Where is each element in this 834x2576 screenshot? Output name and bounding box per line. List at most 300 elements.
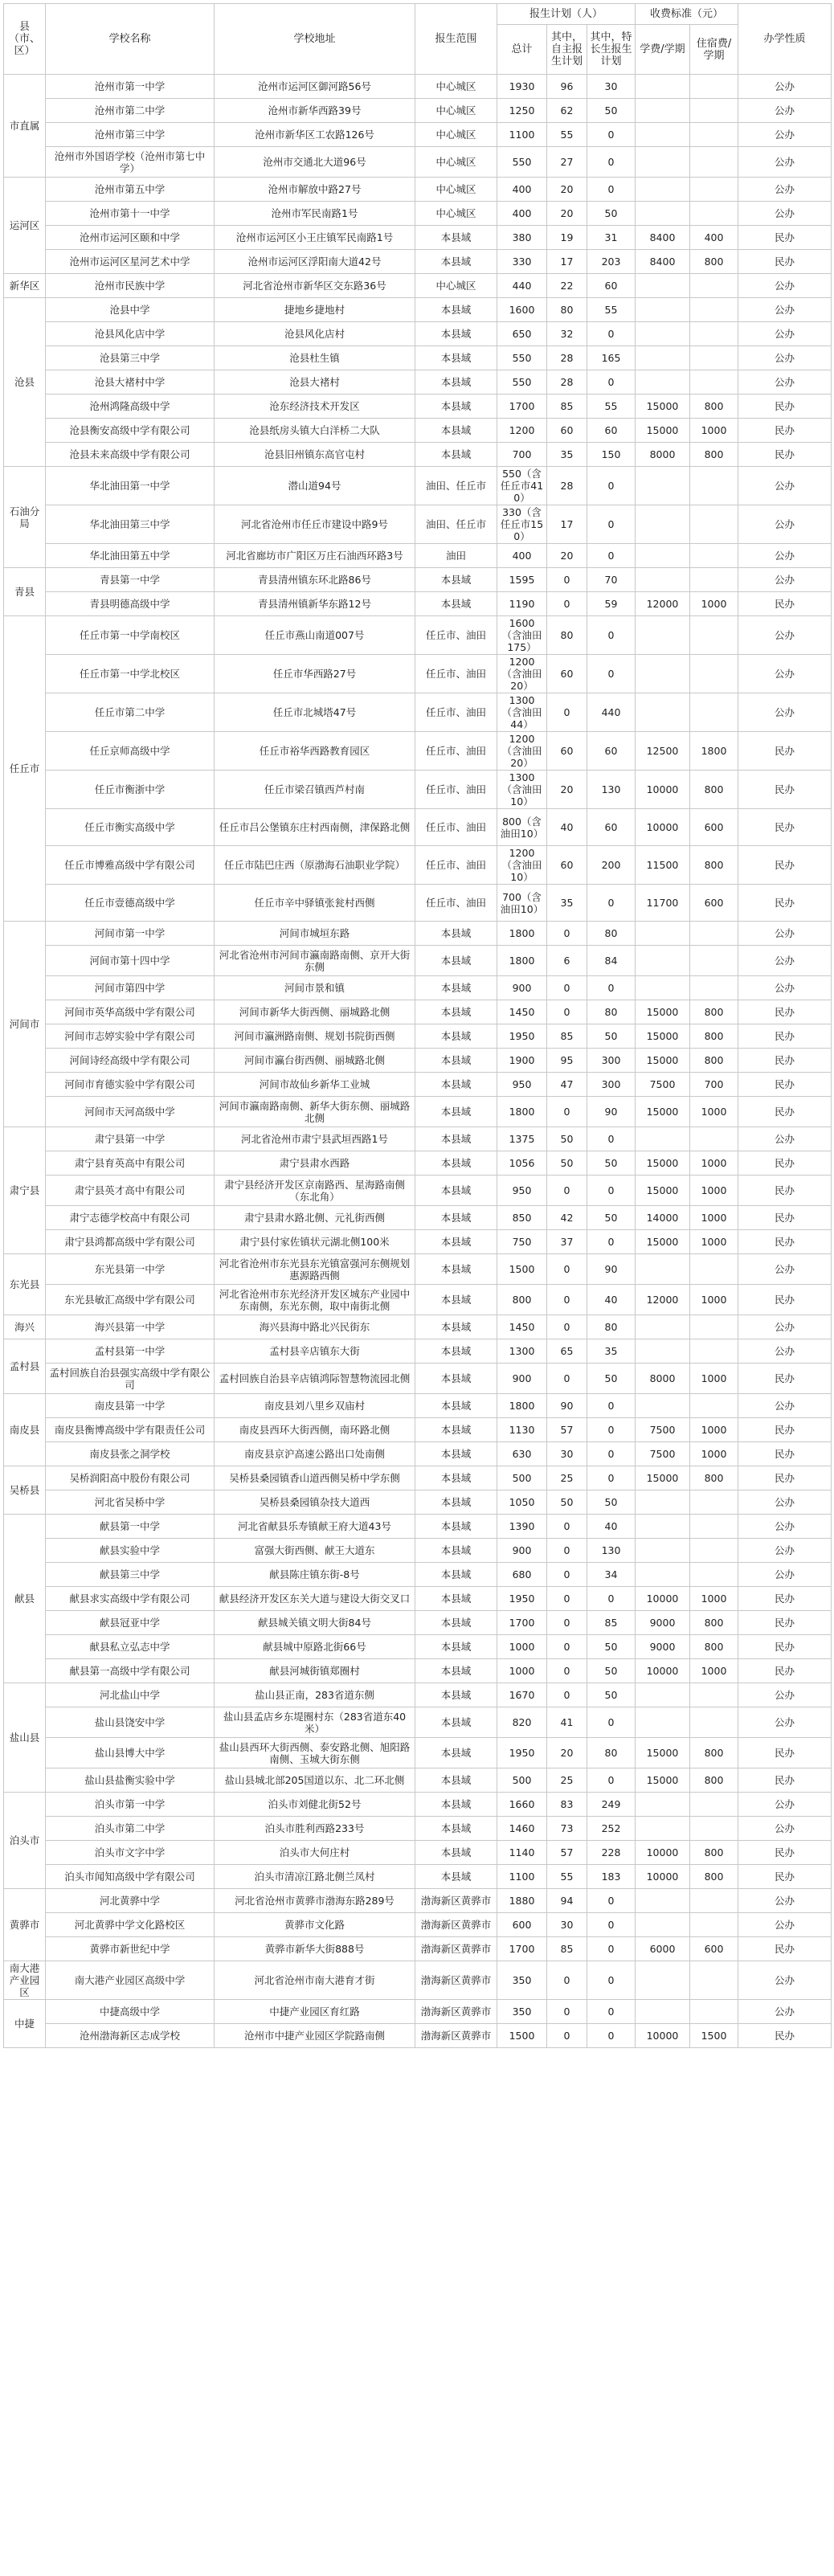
fee-lodging xyxy=(690,1961,738,2000)
plan-total: 1950 xyxy=(497,1587,547,1611)
school-address: 潜山道94号 xyxy=(215,467,415,505)
school-nature: 公办 xyxy=(738,568,832,592)
school-nature: 民办 xyxy=(738,1442,832,1466)
fee-tuition: 10000 xyxy=(636,1659,690,1683)
school-nature: 民办 xyxy=(738,1151,832,1176)
header-scope: 报生范围 xyxy=(415,4,497,75)
fee-tuition xyxy=(636,1889,690,1913)
fee-lodging xyxy=(690,1707,738,1738)
plan-special: 0 xyxy=(587,1889,636,1913)
plan-special: 0 xyxy=(587,1466,636,1490)
fee-tuition: 12000 xyxy=(636,1285,690,1315)
header-lodging: 住宿费/学期 xyxy=(690,25,738,75)
plan-special: 150 xyxy=(587,443,636,467)
plan-autonomous: 0 xyxy=(547,1515,587,1539)
fee-lodging xyxy=(690,922,738,946)
plan-total: 1660 xyxy=(497,1793,547,1817)
fee-tuition: 10000 xyxy=(636,1865,690,1889)
county-cell: 新华区 xyxy=(4,274,46,298)
school-address: 河间市瀛南路南侧、新华大街东侧、丽城路北侧 xyxy=(215,1097,415,1127)
plan-autonomous: 80 xyxy=(547,616,587,655)
plan-autonomous: 0 xyxy=(547,1315,587,1339)
plan-autonomous: 0 xyxy=(547,2000,587,2024)
table-row xyxy=(4,1097,832,1127)
plan-total: 1000 xyxy=(497,1635,547,1659)
fee-lodging xyxy=(690,655,738,693)
school-address: 沧州市军民南路1号 xyxy=(215,202,415,226)
fee-lodging: 1000 xyxy=(690,1285,738,1315)
plan-autonomous: 0 xyxy=(547,1587,587,1611)
fee-lodging xyxy=(690,544,738,568)
plan-special: 50 xyxy=(587,1206,636,1230)
school-nature: 民办 xyxy=(738,226,832,250)
enroll-scope: 任丘市、油田 xyxy=(415,655,497,693)
enroll-scope: 本县域 xyxy=(415,1049,497,1073)
table-row xyxy=(4,75,832,99)
school-nature: 民办 xyxy=(738,1418,832,1442)
school-address: 沧州市运河区浮阳南大道42号 xyxy=(215,250,415,274)
plan-special: 0 xyxy=(587,1176,636,1206)
school-name: 沧州市民族中学 xyxy=(46,274,215,298)
plan-special: 0 xyxy=(587,2024,636,2048)
school-nature: 公办 xyxy=(738,505,832,544)
school-nature: 公办 xyxy=(738,1563,832,1587)
fee-tuition xyxy=(636,1254,690,1285)
plan-special: 50 xyxy=(587,202,636,226)
fee-lodging xyxy=(690,568,738,592)
fee-tuition xyxy=(636,922,690,946)
school-nature: 民办 xyxy=(738,809,832,846)
school-name: 任丘市第一中学北校区 xyxy=(46,655,215,693)
plan-special: 0 xyxy=(587,1442,636,1466)
table-row xyxy=(4,274,832,298)
plan-total: 820 xyxy=(497,1707,547,1738)
plan-autonomous: 17 xyxy=(547,250,587,274)
county-cell: 中捷 xyxy=(4,2000,46,2048)
plan-special: 228 xyxy=(587,1841,636,1865)
fee-lodging: 600 xyxy=(690,885,738,922)
school-name: 河间市育德实验中学有限公司 xyxy=(46,1073,215,1097)
school-nature: 公办 xyxy=(738,1889,832,1913)
enroll-scope: 任丘市、油田 xyxy=(415,846,497,885)
plan-autonomous: 35 xyxy=(547,885,587,922)
plan-special: 0 xyxy=(587,1913,636,1937)
table-row xyxy=(4,1442,832,1466)
plan-total: 800 xyxy=(497,1285,547,1315)
school-address: 泊头市清凉江路北侧兰凤村 xyxy=(215,1865,415,1889)
plan-special: 60 xyxy=(587,809,636,846)
plan-special: 80 xyxy=(587,1738,636,1768)
school-address: 沧州市运河区小王庄镇军民南路1号 xyxy=(215,226,415,250)
fee-lodging: 1000 xyxy=(690,1151,738,1176)
plan-special: 0 xyxy=(587,1707,636,1738)
school-address: 沧州市中捷产业园区学院路南侧 xyxy=(215,2024,415,2048)
fee-lodging xyxy=(690,1793,738,1817)
table-row xyxy=(4,2000,832,2024)
plan-autonomous: 50 xyxy=(547,1490,587,1515)
table-row xyxy=(4,1230,832,1254)
fee-lodging xyxy=(690,1817,738,1841)
fee-lodging: 1000 xyxy=(690,1587,738,1611)
enroll-scope: 本县域 xyxy=(415,1659,497,1683)
enroll-scope: 本县域 xyxy=(415,1073,497,1097)
school-name: 任丘市第二中学 xyxy=(46,693,215,732)
fee-tuition: 15000 xyxy=(636,1000,690,1024)
school-address: 河北省沧州市东光经济开发区城东产业园中东南侧，东光东侧，取中南街北侧 xyxy=(215,1285,415,1315)
fee-lodging xyxy=(690,322,738,346)
fee-tuition: 10000 xyxy=(636,809,690,846)
school-name: 沧县衡安高级中学有限公司 xyxy=(46,419,215,443)
table-row xyxy=(4,1707,832,1738)
table-row xyxy=(4,976,832,1000)
fee-tuition: 8400 xyxy=(636,226,690,250)
enroll-scope: 本县域 xyxy=(415,1539,497,1563)
enroll-scope: 中心城区 xyxy=(415,178,497,202)
fee-lodging: 1000 xyxy=(690,1097,738,1127)
enroll-scope: 本县域 xyxy=(415,346,497,370)
fee-tuition: 11500 xyxy=(636,846,690,885)
plan-total: 550 xyxy=(497,370,547,395)
plan-special: 50 xyxy=(587,1659,636,1683)
fee-lodging: 1000 xyxy=(690,419,738,443)
plan-autonomous: 60 xyxy=(547,419,587,443)
fee-tuition xyxy=(636,655,690,693)
fee-tuition: 8000 xyxy=(636,443,690,467)
school-address: 河北省沧州市南大港育才街 xyxy=(215,1961,415,2000)
plan-special: 0 xyxy=(587,544,636,568)
fee-tuition: 10000 xyxy=(636,771,690,809)
school-nature: 公办 xyxy=(738,1913,832,1937)
plan-special: 35 xyxy=(587,1339,636,1364)
fee-lodging xyxy=(690,1127,738,1151)
plan-special: 0 xyxy=(587,1587,636,1611)
school-nature: 民办 xyxy=(738,1937,832,1961)
school-nature: 民办 xyxy=(738,2024,832,2048)
school-address: 任丘市陆巴庄西（原渤海石油职业学院） xyxy=(215,846,415,885)
school-name: 海兴县第一中学 xyxy=(46,1315,215,1339)
table-row xyxy=(4,1364,832,1394)
table-row xyxy=(4,1611,832,1635)
table-row xyxy=(4,1176,832,1206)
school-nature: 公办 xyxy=(738,322,832,346)
plan-total: 1595 xyxy=(497,568,547,592)
school-address: 河间市瀛洲路南侧、规划书院街西侧 xyxy=(215,1024,415,1049)
header-nature: 办学性质 xyxy=(738,4,832,75)
plan-autonomous: 95 xyxy=(547,1049,587,1073)
school-address: 河北省廊坊市广阳区万庄石油西环路3号 xyxy=(215,544,415,568)
fee-lodging xyxy=(690,202,738,226)
plan-total: 1390 xyxy=(497,1515,547,1539)
fee-lodging xyxy=(690,274,738,298)
school-name: 献县第一高级中学有限公司 xyxy=(46,1659,215,1683)
plan-autonomous: 28 xyxy=(547,467,587,505)
table-row xyxy=(4,147,832,178)
header-county: 县（市、区） xyxy=(4,4,46,75)
enroll-scope: 本县域 xyxy=(415,250,497,274)
plan-total: 950 xyxy=(497,1073,547,1097)
fee-lodging: 1000 xyxy=(690,1659,738,1683)
school-address: 沧县纸房头镇大白洋桥二大队 xyxy=(215,419,415,443)
fee-lodging xyxy=(690,1563,738,1587)
fee-lodging: 800 xyxy=(690,1466,738,1490)
school-nature: 公办 xyxy=(738,346,832,370)
enroll-scope: 中心城区 xyxy=(415,123,497,147)
county-cell: 盐山县 xyxy=(4,1683,46,1793)
table-row xyxy=(4,1073,832,1097)
fee-lodging: 800 xyxy=(690,395,738,419)
table-row xyxy=(4,1024,832,1049)
table-row xyxy=(4,1515,832,1539)
enroll-scope: 本县域 xyxy=(415,1127,497,1151)
plan-special: 60 xyxy=(587,419,636,443)
plan-total: 1450 xyxy=(497,1315,547,1339)
county-cell: 泊头市 xyxy=(4,1793,46,1889)
plan-total: 1500 xyxy=(497,1254,547,1285)
plan-total: 1930 xyxy=(497,75,547,99)
school-name: 任丘市壹德高级中学 xyxy=(46,885,215,922)
table-body xyxy=(4,75,832,2048)
header-plan-group: 报生计划（人） xyxy=(497,4,636,25)
school-address: 泊头市大何庄村 xyxy=(215,1841,415,1865)
school-address: 肃宁县肃水路北侧、元礼街西侧 xyxy=(215,1206,415,1230)
school-name: 东光县敏汇高级中学有限公司 xyxy=(46,1285,215,1315)
enroll-scope: 任丘市、油田 xyxy=(415,809,497,846)
county-cell: 任丘市 xyxy=(4,616,46,922)
plan-total: 550（含任丘市410） xyxy=(497,467,547,505)
fee-lodging xyxy=(690,1515,738,1539)
plan-total: 1600（含油田175） xyxy=(497,616,547,655)
plan-total: 1880 xyxy=(497,1889,547,1913)
school-nature: 公办 xyxy=(738,976,832,1000)
enroll-scope: 本县域 xyxy=(415,1707,497,1738)
school-name: 沧州鸿隆高级中学 xyxy=(46,395,215,419)
table-header xyxy=(4,4,832,75)
fee-lodging: 1800 xyxy=(690,732,738,771)
school-name: 沧州市第三中学 xyxy=(46,123,215,147)
table-row xyxy=(4,395,832,419)
fee-tuition: 10000 xyxy=(636,1587,690,1611)
plan-autonomous: 20 xyxy=(547,544,587,568)
fee-tuition: 8000 xyxy=(636,1364,690,1394)
fee-tuition xyxy=(636,99,690,123)
school-address: 献县城中原路北街66号 xyxy=(215,1635,415,1659)
school-address: 河北省沧州市肃宁县武垣西路1号 xyxy=(215,1127,415,1151)
table-row xyxy=(4,1563,832,1587)
plan-autonomous: 55 xyxy=(547,123,587,147)
school-nature: 公办 xyxy=(738,1707,832,1738)
school-address: 沧县杜生镇 xyxy=(215,346,415,370)
school-address: 河间市故仙乡新华工业城 xyxy=(215,1073,415,1097)
header-total: 总计 xyxy=(497,25,547,75)
school-address: 任丘市辛中驿镇张瓮村西侧 xyxy=(215,885,415,922)
table-row xyxy=(4,505,832,544)
enroll-scope: 中心城区 xyxy=(415,99,497,123)
enroll-scope: 本县域 xyxy=(415,1254,497,1285)
school-name: 青县明德高级中学 xyxy=(46,592,215,616)
plan-special: 90 xyxy=(587,1254,636,1285)
fee-lodging xyxy=(690,1683,738,1707)
school-nature: 民办 xyxy=(738,1466,832,1490)
table-row xyxy=(4,1683,832,1707)
school-nature: 公办 xyxy=(738,922,832,946)
school-address: 献县城关镇文明大街84号 xyxy=(215,1611,415,1635)
school-address: 河北省沧州市东光县东光镇富强河东侧规划惠源路西侧 xyxy=(215,1254,415,1285)
plan-special: 440 xyxy=(587,693,636,732)
plan-special: 0 xyxy=(587,1230,636,1254)
school-name: 任丘市衡浙中学 xyxy=(46,771,215,809)
school-nature: 民办 xyxy=(738,1587,832,1611)
plan-total: 1300 xyxy=(497,1339,547,1364)
fee-tuition xyxy=(636,1127,690,1151)
fee-lodging xyxy=(690,1315,738,1339)
enroll-scope: 中心城区 xyxy=(415,274,497,298)
fee-tuition: 15000 xyxy=(636,1466,690,1490)
table-row xyxy=(4,1206,832,1230)
header-address: 学校地址 xyxy=(215,4,415,75)
school-name: 河间市第十四中学 xyxy=(46,946,215,976)
school-nature: 民办 xyxy=(738,419,832,443)
county-cell: 南大港产业园区 xyxy=(4,1961,46,2000)
table-row xyxy=(4,178,832,202)
plan-total: 1200（含油田10） xyxy=(497,846,547,885)
school-name: 沧州市第十一中学 xyxy=(46,202,215,226)
enroll-scope: 本县域 xyxy=(415,1865,497,1889)
fee-lodging: 800 xyxy=(690,1841,738,1865)
school-name: 沧县未来高级中学有限公司 xyxy=(46,443,215,467)
school-address: 沧县旧州镇东高官屯村 xyxy=(215,443,415,467)
plan-special: 50 xyxy=(587,1490,636,1515)
enroll-scope: 本县域 xyxy=(415,568,497,592)
plan-total: 500 xyxy=(497,1768,547,1793)
fee-lodging: 800 xyxy=(690,443,738,467)
fee-lodging: 800 xyxy=(690,1024,738,1049)
plan-total: 680 xyxy=(497,1563,547,1587)
plan-total: 1130 xyxy=(497,1418,547,1442)
fee-tuition: 14000 xyxy=(636,1206,690,1230)
enroll-scope: 油田、任丘市 xyxy=(415,467,497,505)
plan-autonomous: 25 xyxy=(547,1466,587,1490)
plan-autonomous: 19 xyxy=(547,226,587,250)
fee-lodging: 800 xyxy=(690,250,738,274)
school-address: 献县经济开发区东关大道与建设大街交叉口 xyxy=(215,1587,415,1611)
enroll-scope: 本县域 xyxy=(415,1230,497,1254)
table-row xyxy=(4,298,832,322)
fee-lodging: 800 xyxy=(690,1049,738,1073)
school-address: 沧州市运河区御河路56号 xyxy=(215,75,415,99)
enroll-scope: 本县域 xyxy=(415,370,497,395)
plan-autonomous: 0 xyxy=(547,592,587,616)
school-nature: 民办 xyxy=(738,1176,832,1206)
school-name: 华北油田第三中学 xyxy=(46,505,215,544)
school-address: 盐山县孟店乡东堤圈村东（283省道东40米） xyxy=(215,1707,415,1738)
plan-total: 1000 xyxy=(497,1659,547,1683)
plan-total: 1200 xyxy=(497,419,547,443)
fee-tuition: 9000 xyxy=(636,1635,690,1659)
enroll-scope: 任丘市、油田 xyxy=(415,693,497,732)
fee-tuition xyxy=(636,1539,690,1563)
school-address: 任丘市燕山南道007号 xyxy=(215,616,415,655)
fee-tuition: 7500 xyxy=(636,1073,690,1097)
table-row xyxy=(4,123,832,147)
school-nature: 民办 xyxy=(738,1049,832,1073)
fee-lodging: 800 xyxy=(690,1865,738,1889)
plan-special: 80 xyxy=(587,1000,636,1024)
school-address: 肃宁县经济开发区京南路西、星海路南侧（东北角） xyxy=(215,1176,415,1206)
fee-lodging: 800 xyxy=(690,1611,738,1635)
school-address: 捷地乡捷地村 xyxy=(215,298,415,322)
plan-special: 50 xyxy=(587,1683,636,1707)
plan-total: 1450 xyxy=(497,1000,547,1024)
school-nature: 民办 xyxy=(738,885,832,922)
plan-autonomous: 62 xyxy=(547,99,587,123)
school-name: 任丘京师高级中学 xyxy=(46,732,215,771)
school-nature: 公办 xyxy=(738,616,832,655)
school-nature: 民办 xyxy=(738,395,832,419)
plan-autonomous: 0 xyxy=(547,1364,587,1394)
county-cell: 吴桥县 xyxy=(4,1466,46,1515)
school-name: 献县冠亚中学 xyxy=(46,1611,215,1635)
table-row xyxy=(4,1000,832,1024)
fee-tuition xyxy=(636,274,690,298)
table-row xyxy=(4,616,832,655)
fee-tuition xyxy=(636,544,690,568)
plan-autonomous: 37 xyxy=(547,1230,587,1254)
fee-tuition xyxy=(636,467,690,505)
school-name: 河间市英华高级中学有限公司 xyxy=(46,1000,215,1024)
school-address: 沧州市新华区工农路126号 xyxy=(215,123,415,147)
enroll-scope: 本县域 xyxy=(415,443,497,467)
school-address: 泊头市刘健北街52号 xyxy=(215,1793,415,1817)
school-name: 河间诗经高级中学有限公司 xyxy=(46,1049,215,1073)
header-fee-group: 收费标准（元） xyxy=(636,4,738,25)
enroll-scope: 本县域 xyxy=(415,976,497,1000)
fee-tuition: 7500 xyxy=(636,1418,690,1442)
school-address: 沧东经济技术开发区 xyxy=(215,395,415,419)
school-name: 河北黄骅中学 xyxy=(46,1889,215,1913)
plan-total: 500 xyxy=(497,1466,547,1490)
table-row xyxy=(4,732,832,771)
school-name: 沧县中学 xyxy=(46,298,215,322)
table-row xyxy=(4,885,832,922)
fee-lodging: 1500 xyxy=(690,2024,738,2048)
school-name: 泊头市文字中学 xyxy=(46,1841,215,1865)
fee-tuition xyxy=(636,1817,690,1841)
plan-special: 60 xyxy=(587,274,636,298)
school-nature: 公办 xyxy=(738,274,832,298)
school-address: 河间市瀛台街西侧、丽城路北侧 xyxy=(215,1049,415,1073)
table-row xyxy=(4,1587,832,1611)
plan-autonomous: 35 xyxy=(547,443,587,467)
plan-total: 400 xyxy=(497,178,547,202)
school-name: 南皮县第一中学 xyxy=(46,1394,215,1418)
plan-special: 0 xyxy=(587,1961,636,2000)
school-address: 肃宁县肃水西路 xyxy=(215,1151,415,1176)
fee-tuition: 10000 xyxy=(636,1841,690,1865)
school-address: 沧县大褚村 xyxy=(215,370,415,395)
plan-total: 400 xyxy=(497,202,547,226)
school-name: 孟村县第一中学 xyxy=(46,1339,215,1364)
school-name: 献县实验中学 xyxy=(46,1539,215,1563)
table-row xyxy=(4,250,832,274)
school-nature: 民办 xyxy=(738,250,832,274)
school-nature: 民办 xyxy=(738,592,832,616)
fee-tuition xyxy=(636,1683,690,1707)
plan-special: 0 xyxy=(587,1394,636,1418)
fee-lodging: 800 xyxy=(690,1000,738,1024)
plan-total: 550 xyxy=(497,346,547,370)
county-cell: 海兴 xyxy=(4,1315,46,1339)
fee-tuition xyxy=(636,1339,690,1364)
